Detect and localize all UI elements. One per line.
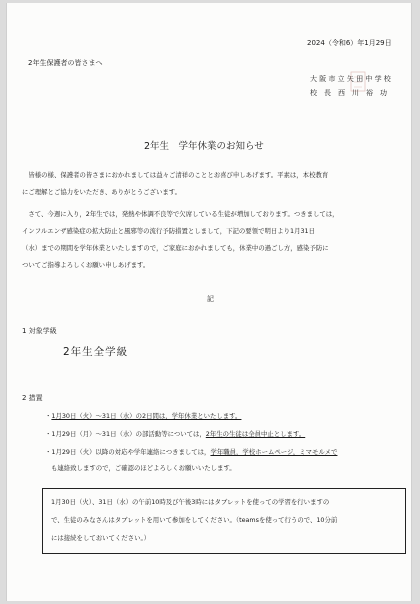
- paragraph1-line: にご理解とご協力をいただき、ありがとうございます。: [22, 188, 181, 196]
- paragraph2-line: ついてご指導よろしくお願い申しあげます。: [22, 261, 150, 269]
- notice-line: で、生徒のみなさんはタブレットを用いて参加をしてください。（teamsを使って行うので、10分前: [51, 516, 338, 524]
- section2-heading: 2 措置: [22, 394, 43, 402]
- measure-item: ・1月30日（火）～31日（水）の2日間は，学年休業といたします。: [45, 412, 242, 420]
- paragraph2-line: インフルエンザ感染症の拡大防止と風邪等の流行予防措置としまして，下記の要領で明日より1月31日: [22, 227, 315, 235]
- measure-item: ・1月29日（月）～31日（水）の部活動等については，2年生の生徒は全員中止とします。: [45, 430, 306, 438]
- school-name: 大 阪 市 立 矢 田 中 学 校: [310, 75, 391, 83]
- measure-item: ・1月29日（火）以降の対応や学年連絡につきましては，学年職員，学校ホームページ，ミマモルメで: [45, 448, 338, 456]
- tablet-notice-box: [42, 488, 406, 554]
- letter-page: [6, 3, 412, 601]
- ki-heading: 記: [207, 295, 214, 303]
- school-seal-icon: [327, 71, 367, 93]
- target-classes: 2年生全学級: [63, 346, 129, 358]
- principal-name: 校 長 西 川 裕 功: [310, 89, 387, 97]
- section1-heading: 1 対象学級: [22, 327, 57, 335]
- paragraph1-line: 皆様の様、保護者の皆さまにおかれましては益々ご清祥のこととお喜び申しあげます。平素は，本校教育: [22, 171, 329, 179]
- notice-line: 1月30日（火）、31日（水）の午前10時及び午後3時にはタブレットを使っての学習を行いますの: [51, 498, 330, 506]
- date-line: 2024（令和6）年1月29日: [307, 39, 392, 47]
- measure-item-continued: も連絡致しますので，ご確認のほどよろしくお願いいたします。: [51, 464, 236, 472]
- page-title: 2年生 学年休業のお知らせ: [144, 141, 264, 152]
- paragraph2-line: （水）までの期間を学年休業といたしますので，ご家庭におかれましても，休業中の過ごし方，感染予防に: [22, 244, 329, 252]
- paragraph2-line: さて、今週に入り，2年生では，発熱や体調不良等で欠席している生徒が増加しております。つきましては，: [22, 210, 339, 218]
- notice-line: には接続をしておいてください。）: [51, 534, 151, 542]
- recipient-line: 2年生保護者の皆さまへ: [28, 59, 103, 67]
